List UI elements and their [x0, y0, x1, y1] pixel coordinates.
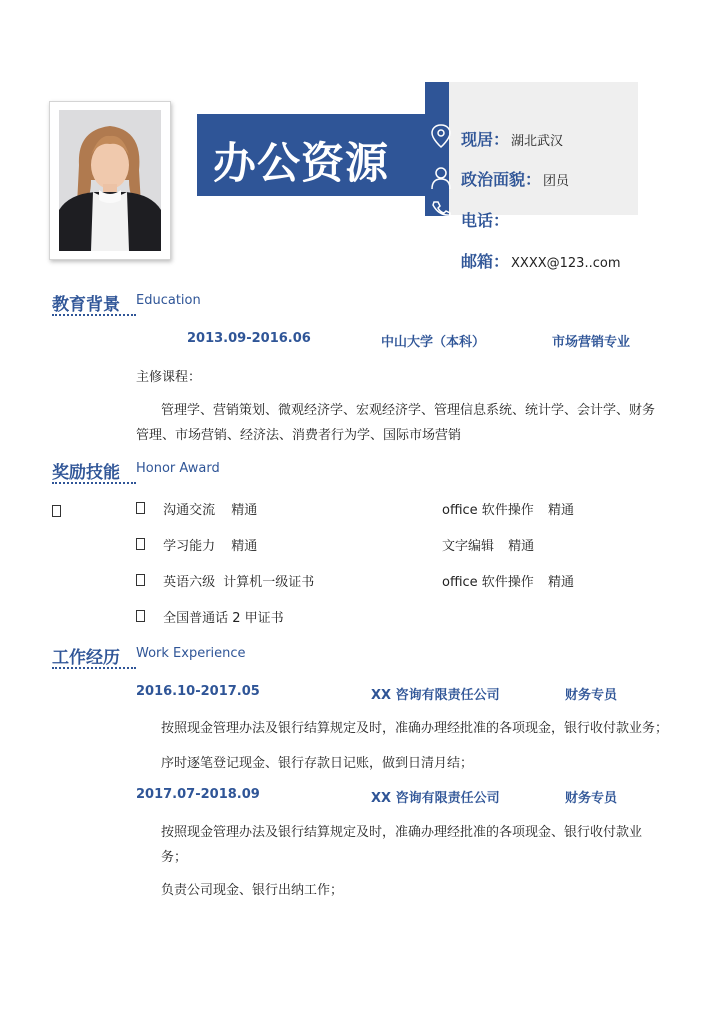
work-title-cn: 工作经历	[52, 648, 120, 668]
resume-name: 办公资源	[213, 139, 389, 189]
job-position: 财务专员	[565, 791, 618, 806]
job-company: XX 咨询有限责任公司	[371, 688, 500, 703]
honor-name: 英语六级	[163, 575, 216, 590]
email-value: XXXX@123..com	[511, 256, 621, 271]
location-icon	[431, 124, 451, 152]
email-label: 邮箱：	[461, 252, 510, 271]
honor-level: 精通	[231, 539, 258, 554]
residence-label: 现居：	[461, 130, 510, 149]
honors-title-cn: 奖励技能	[52, 463, 120, 483]
checkbox-glyph	[136, 502, 145, 514]
courses-line-1: 管理学、营销策划、微观经济学、宏观经济学、管理信息系统、统计学、会计学、财务	[161, 403, 656, 418]
honor-name: 沟通交流	[163, 503, 216, 518]
education-header	[52, 290, 136, 316]
checkbox-glyph	[136, 538, 145, 550]
honor-level: 精通	[547, 575, 574, 590]
education-school: 中山大学（本科）	[381, 335, 486, 350]
honors-title-en: Honor Award	[136, 461, 220, 476]
honor-item	[136, 571, 314, 590]
job-company: XX 咨询有限责任公司	[371, 791, 500, 806]
honor-item	[136, 499, 257, 518]
checkbox-glyph	[136, 610, 145, 622]
courses-label: 主修课程：	[136, 370, 202, 385]
political-value: 团员	[543, 174, 570, 189]
job-date: 2017.07-2018.09	[136, 787, 260, 802]
person-icon	[431, 166, 451, 194]
profile-photo	[59, 110, 161, 251]
honor-item	[136, 535, 257, 554]
courses-line-2: 管理、市场营销、经济法、消费者行为学、国际市场营销	[136, 428, 462, 443]
political-label: 政治面貌：	[461, 170, 542, 189]
work-title-en: Work Experience	[136, 646, 246, 661]
education-title-en: Education	[136, 293, 201, 308]
job-date: 2016.10-2017.05	[136, 684, 260, 699]
phone-icon	[431, 200, 451, 220]
job-duty: 按照现金管理办法及银行结算规定及时，准确办理经批准的各项现金、银行收付款业	[161, 825, 643, 840]
political-row	[461, 167, 569, 190]
education-date: 2013.09-2016.06	[187, 331, 311, 346]
honor-item-right	[442, 571, 574, 590]
education-major: 市场营销专业	[552, 335, 631, 350]
email-row	[461, 249, 620, 272]
residence-row	[461, 127, 563, 150]
residence-value: 湖北武汉	[511, 134, 564, 149]
job-duty: 按照现金管理办法及银行结算规定及时，准确办理经批准的各项现金，银行收付款业务；	[161, 721, 669, 736]
phone-label: 电话：	[461, 211, 510, 230]
honor-name: office 软件操作	[442, 575, 534, 590]
work-header	[52, 643, 136, 669]
job-duty: 负责公司现金、银行出纳工作；	[161, 883, 344, 898]
honor-level: 精通	[547, 503, 574, 518]
honor-name: 全国普通话 2 甲证书	[163, 611, 284, 626]
phone-row	[461, 208, 509, 231]
job-position: 财务专员	[565, 688, 618, 703]
education-title-cn: 教育背景	[52, 295, 120, 315]
job-duty: 序时逐笔登记现金、银行存款日记账，做到日清月结；	[161, 756, 474, 771]
checkbox-glyph	[52, 502, 61, 521]
honor-level: 精通	[231, 503, 258, 518]
honor-level: 计算机一级证书	[223, 575, 315, 590]
honor-name: 文字编辑	[442, 539, 495, 554]
honor-name: 学习能力	[163, 539, 216, 554]
honor-item-right	[442, 499, 574, 518]
honor-item-right	[442, 535, 534, 554]
honor-name: office 软件操作	[442, 503, 534, 518]
honors-header	[52, 458, 136, 484]
honor-level: 精通	[508, 539, 535, 554]
job-duty-continued: 务；	[161, 850, 188, 865]
honor-item	[136, 607, 284, 626]
checkbox-glyph	[136, 574, 145, 586]
profile-photo-frame	[49, 101, 171, 260]
